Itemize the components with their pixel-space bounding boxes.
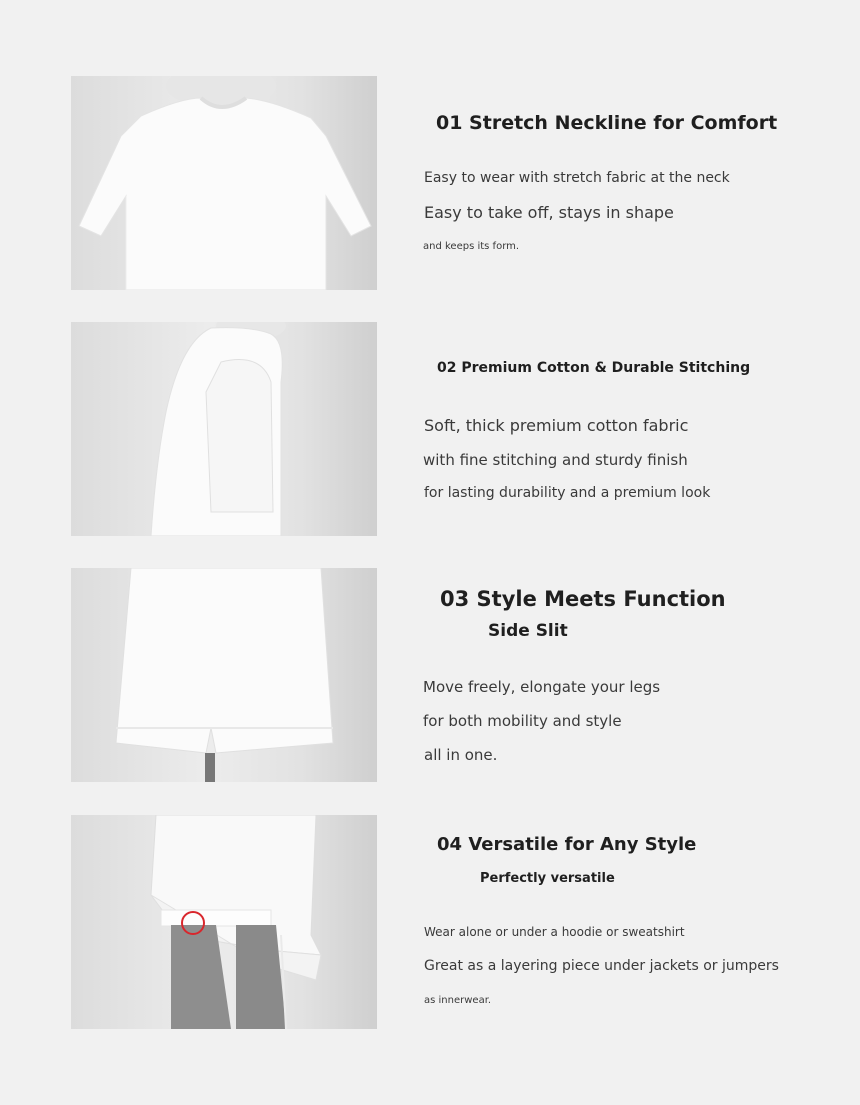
feature-3-line-2: for both mobility and style <box>423 712 622 730</box>
feature-3-line-3: all in one. <box>424 746 498 764</box>
feature-4-line-3: as innerwear. <box>424 995 492 1006</box>
tshirt-layered-illustration <box>71 815 377 1029</box>
feature-3-title: 03 Style Meets Function <box>440 587 726 611</box>
tshirt-side-slit-illustration <box>71 568 377 782</box>
feature-4-line-1: Wear alone or under a hoodie or sweatshirt <box>424 925 685 939</box>
feature-4-subtitle: Perfectly versatile <box>480 871 615 886</box>
feature-1-line-3: and keeps its form. <box>423 241 520 252</box>
feature-1-line-2: Easy to take off, stays in shape <box>424 203 674 222</box>
feature-3-line-1: Move freely, elongate your legs <box>423 678 661 696</box>
feature-3-subtitle: Side Slit <box>488 621 568 641</box>
tshirt-layered-hoodie-photo <box>71 815 377 1029</box>
feature-2-title: 02 Premium Cotton & Durable Stitching <box>437 360 751 376</box>
feature-1-line-1: Easy to wear with stretch fabric at the neck <box>424 170 730 186</box>
tshirt-front-illustration <box>71 76 377 290</box>
feature-2-line-3: for lasting durability and a premium look <box>424 485 711 501</box>
feature-4-title: 04 Versatile for Any Style <box>437 834 697 855</box>
tshirt-side-slit-photo <box>71 568 377 782</box>
feature-2-line-2: with fine stitching and sturdy finish <box>423 451 688 469</box>
tshirt-front-photo <box>71 76 377 290</box>
feature-4-line-2: Great as a layering piece under jackets or jumpers <box>424 958 779 974</box>
feature-2-line-1: Soft, thick premium cotton fabric <box>424 416 689 435</box>
feature-1-title: 01 Stretch Neckline for Comfort <box>436 112 778 134</box>
tshirt-side-photo <box>71 322 377 536</box>
tshirt-side-illustration <box>71 322 377 536</box>
